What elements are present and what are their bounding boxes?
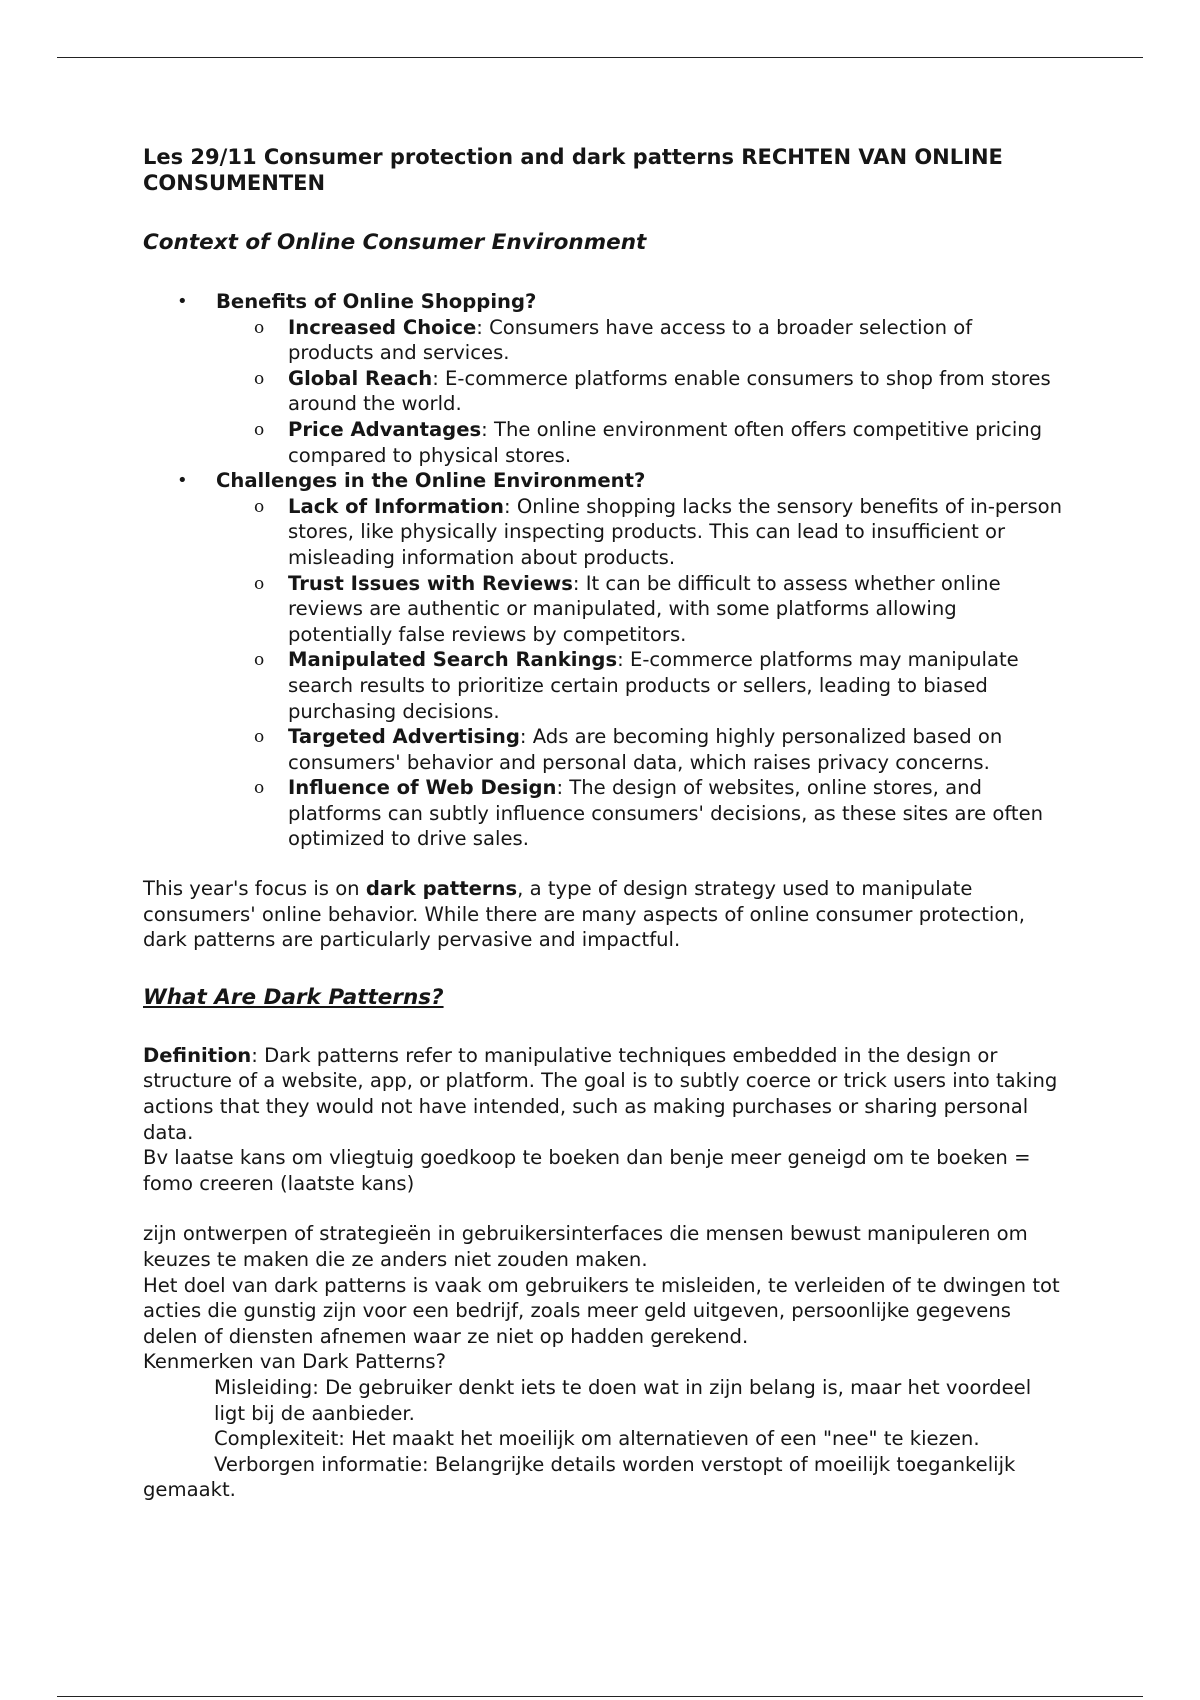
sub-text: : The online environment often offers competitive pricing compared to physical stores. xyxy=(288,417,1043,467)
document-page xyxy=(143,144,1063,1503)
sub-item xyxy=(216,366,1063,417)
kenmerk-verborgen-informatie-end: gemaakt. xyxy=(143,1478,236,1502)
definition-term: Definition xyxy=(143,1043,252,1067)
dutch-paragraph-1: zijn ontwerpen of strategieën in gebruikersinterfaces die mensen bewust manipuleren om keuzes te maken die ze anders niet zouden maken. xyxy=(143,1222,1028,1271)
circle-bullet-icon: o xyxy=(254,650,265,671)
header-rule xyxy=(57,57,1143,58)
sub-list xyxy=(216,494,1063,852)
sub-list xyxy=(216,315,1063,469)
bullet-label: Benefits of Online Shopping? xyxy=(216,290,537,313)
circle-bullet-icon: o xyxy=(254,317,265,338)
sub-term: Manipulated Search Rankings xyxy=(288,648,618,672)
sub-item xyxy=(216,315,1063,366)
sub-term: Targeted Advertising xyxy=(288,725,520,749)
kenmerk-misleiding: Misleiding: De gebruiker denkt iets te doen wat in zijn belang is, maar het voordeel ligt bij de aanbieder. xyxy=(214,1375,1032,1425)
definition-text: : Dark patterns refer to manipulative techniques embedded in the design or structure of a website, app, or platform. The goal is to subtly coerce or trick users into taking actions that they would not have intended, such as making purchases or sharing personal data. xyxy=(143,1043,1058,1144)
bullet-benefits xyxy=(143,289,1063,468)
bullet-list xyxy=(143,289,1063,852)
kenmerken-heading: Kenmerken van Dark Patterns? xyxy=(143,1350,446,1374)
sub-term: Influence of Web Design xyxy=(288,776,557,800)
circle-bullet-icon: o xyxy=(254,496,265,517)
bullet-dot-icon: • xyxy=(177,470,188,492)
footer-rule xyxy=(57,1696,1143,1697)
document-title: Les 29/11 Consumer protection and dark patterns RECHTEN VAN ONLINE CONSUMENTEN xyxy=(143,145,1003,195)
sub-item xyxy=(216,724,1063,775)
circle-bullet-icon: o xyxy=(254,727,265,748)
sub-term: Trust Issues with Reviews xyxy=(288,571,573,595)
sub-term: Increased Choice xyxy=(288,315,477,339)
sub-term: Global Reach xyxy=(288,366,433,390)
sub-term: Lack of Information xyxy=(288,494,505,518)
section-heading-context: Context of Online Consumer Environment xyxy=(143,230,647,255)
focus-bold-term: dark patterns xyxy=(365,877,518,901)
bullet-challenges xyxy=(143,468,1063,852)
definition-paragraph xyxy=(143,1043,1063,1145)
bullet-dot-icon: • xyxy=(177,291,188,312)
sub-text: : E-commerce platforms may manipulate search results to prioritize certain products or sellers, leading to biased purchasing decisions. xyxy=(288,648,1019,723)
sub-text: : Ads are becoming highly personalized based on consumers' behavior and personal data, which raises privacy concerns. xyxy=(288,725,1003,774)
circle-bullet-icon: o xyxy=(254,368,265,389)
kenmerk-complexiteit: Complexiteit: Het maakt het moeilijk om alternatieven of een "nee" te kiezen. xyxy=(214,1427,980,1451)
sub-item xyxy=(216,775,1063,852)
focus-text-after: , a type of design strategy used to manipulate consumers' online behavior. While there are many aspects of online consumer protection, dark patterns are particularly pervasive and impactful. xyxy=(143,877,1026,952)
dutch-paragraph-2: Het doel van dark patterns is vaak om gebruikers te misleiden, te verleiden of te dwingen tot acties die gunstig zijn voor een bedrijf, zoals meer geld uitgeven, persoonlijke gegevens delen of diensten afnemen waar ze niet op hadden gerekend. xyxy=(143,1273,1060,1348)
kenmerk-verborgen-informatie: Verborgen informatie: Belangrijke details worden verstopt of moeilijk toegankelijk xyxy=(214,1452,1016,1476)
section-heading-dark-patterns: What Are Dark Patterns? xyxy=(143,984,444,1010)
sub-text: : Online shopping lacks the sensory benefits of in-person stores, like physically inspecting products. This can lead to insufficient or misleading information about products. xyxy=(288,494,1063,569)
bullet-label: Challenges in the Online Environment? xyxy=(216,469,646,493)
sub-text: : The design of websites, online stores, and platforms can subtly influence consumers' decisions, as these sites are often optimized to drive sales. xyxy=(288,776,1044,851)
focus-text-before: This year's focus is on xyxy=(143,877,366,901)
sub-text: : E-commerce platforms enable consumers to shop from stores around the world. xyxy=(288,366,1051,416)
sub-item xyxy=(216,571,1063,648)
focus-paragraph xyxy=(143,876,1063,953)
circle-bullet-icon: o xyxy=(254,778,265,799)
sub-item xyxy=(216,417,1063,468)
circle-bullet-icon: o xyxy=(254,419,265,440)
example-paragraph: Bv laatse kans om vliegtuig goedkoop te boeken dan benje meer geneigd om te boeken = fomo creeren (laatste kans) xyxy=(143,1146,1031,1195)
sub-term: Price Advantages xyxy=(288,417,482,441)
sub-text: : Consumers have access to a broader selection of products and services. xyxy=(288,315,973,365)
sub-item xyxy=(216,494,1063,571)
sub-item xyxy=(216,647,1063,724)
sub-text: : It can be difficult to assess whether online reviews are authentic or manipulated, with some platforms allowing potentially false reviews by competitors. xyxy=(288,571,1001,646)
circle-bullet-icon: o xyxy=(254,573,265,594)
